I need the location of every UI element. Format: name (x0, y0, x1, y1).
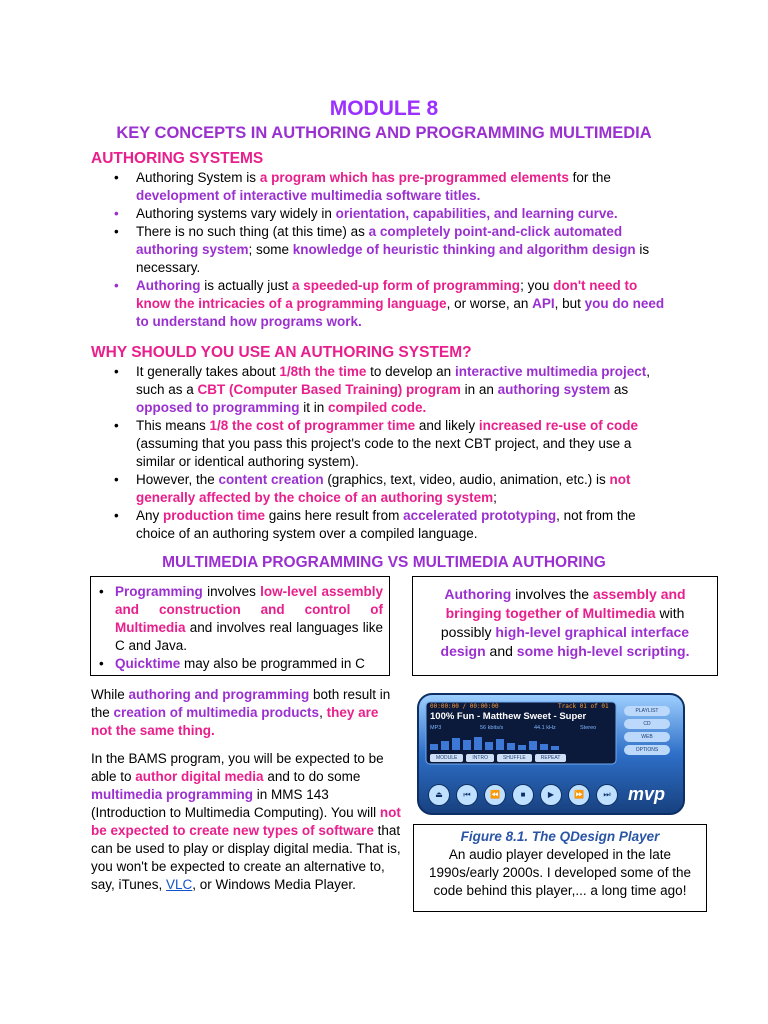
track-number: Track 01 of 01 (558, 703, 609, 710)
bitrate-label: 56 kbits/s (480, 725, 504, 731)
module-title: MODULE 8 (329, 97, 439, 120)
list-item: • Any production time gains here result from accelerated prototyping, not from the choice of an authoring system over a compiled language. (92, 507, 672, 543)
playlist-button[interactable]: PLAYLIST (624, 706, 670, 716)
list-item: • However, the content creation (graphics, text, video, audio, animation, etc.) is not generally affected by the choice of an authoring system; (92, 471, 672, 507)
play-icon[interactable]: ▶ (540, 784, 562, 806)
next-icon[interactable]: ⏭ (596, 784, 618, 806)
authoring-systems-heading: AUTHORING SYSTEMS (91, 150, 264, 167)
list-item: • Quicktime may also be programmed in C (91, 655, 383, 673)
mvp-logo: mvp (628, 784, 666, 804)
versus-heading: MULTIMEDIA PROGRAMMING VS MULTIMEDIA AUTHORING (162, 554, 606, 571)
figure-caption: Figure 8.1. The QDesign Player (460, 829, 660, 844)
qdesign-player-image (416, 692, 686, 816)
options-button[interactable]: OPTIONS (624, 745, 670, 755)
authoring-systems-list (92, 169, 672, 331)
module-button[interactable]: MODULE (430, 754, 463, 762)
shuffle-button[interactable]: SHUFFLE (497, 754, 532, 762)
spectrum-meter (430, 736, 610, 750)
authoring-box: Authoring involves the assembly and bringing together of Multimedia with possibly high-level graphical interface design and some high-level scripting. (412, 576, 718, 676)
mode-buttons (430, 754, 566, 762)
cd-button[interactable]: CD (624, 719, 670, 729)
list-item: • Authoring systems vary widely in orientation, capabilities, and learning curve. (92, 205, 672, 223)
track-time: 00:00:00 / 00:00:00 (430, 703, 499, 710)
song-title: 100% Fun - Matthew Sweet - Super (430, 711, 587, 722)
main-heading: KEY CONCEPTS IN AUTHORING AND PROGRAMMING MULTIMEDIA (116, 124, 652, 142)
while-paragraph: While authoring and programming both result in the creation of multimedia products, they are not the same thing. (91, 687, 391, 738)
why-heading: WHY SHOULD YOU USE AN AUTHORING SYSTEM? (91, 344, 472, 361)
bams-paragraph: In the BAMS program, you will be expected to be able to author digital media and to do some multimedia programming in MMS 143 (Introduction to Multimedia Computing). You will not be expected to create new types of software that can be used to play or display digital media. That is, you won't be expected to create an alternative to, say, iTunes, VLC, or Windows Media Player. (91, 751, 401, 892)
mode-label: Stereo (580, 725, 597, 731)
stop-icon[interactable]: ■ (512, 784, 534, 806)
list-item: • There is no such thing (at this time) as a completely point-and-click automated authoring system; some knowledge of heuristic thinking and algorithm design is necessary. (92, 223, 672, 277)
repeat-button[interactable]: REPEAT (535, 754, 567, 762)
list-item: • Authoring System is a program which has pre-programmed elements for the development of interactive multimedia software titles. (92, 169, 672, 205)
figure-caption-box (413, 824, 707, 912)
figure-description: An audio player developed in the late 1990s/early 2000s. I developed some of the code behind this player,... a long time ago! (429, 847, 691, 898)
eject-icon[interactable]: ⏏ (428, 784, 450, 806)
rate-label: 44.1 kHz (534, 725, 556, 731)
list-item: • This means 1/8 the cost of programmer time and likely increased re-use of code (assuming that you pass this project's code to the next CBT project, and they use a similar or identical authoring system). (92, 417, 672, 471)
programming-box (90, 576, 390, 676)
side-buttons (624, 706, 670, 755)
transport-controls (428, 784, 618, 806)
list-item: • Programming involves low-level assembly and construction and control of Multimedia and involves real languages like C and Java. (91, 583, 383, 655)
intro-button[interactable]: INTRO (466, 754, 494, 762)
fast-forward-icon[interactable]: ⏩ (568, 784, 590, 806)
list-item: • It generally takes about 1/8th the time to develop an interactive multimedia project, such as a CBT (Computer Based Training) program in an authoring system as opposed to programming it in compiled code. (92, 363, 672, 417)
list-item: • Authoring is actually just a speeded-up form of programming; you don't need to know the intricacies of a programming language, or worse, an API, but you do need to understand how programs work. (92, 277, 672, 331)
previous-icon[interactable]: ⏮ (456, 784, 478, 806)
format-label: MP3 (430, 725, 442, 731)
rewind-icon[interactable]: ⏪ (484, 784, 506, 806)
vlc-link[interactable]: VLC (166, 877, 193, 892)
web-button[interactable]: WEB (624, 732, 670, 742)
why-list (92, 363, 672, 543)
